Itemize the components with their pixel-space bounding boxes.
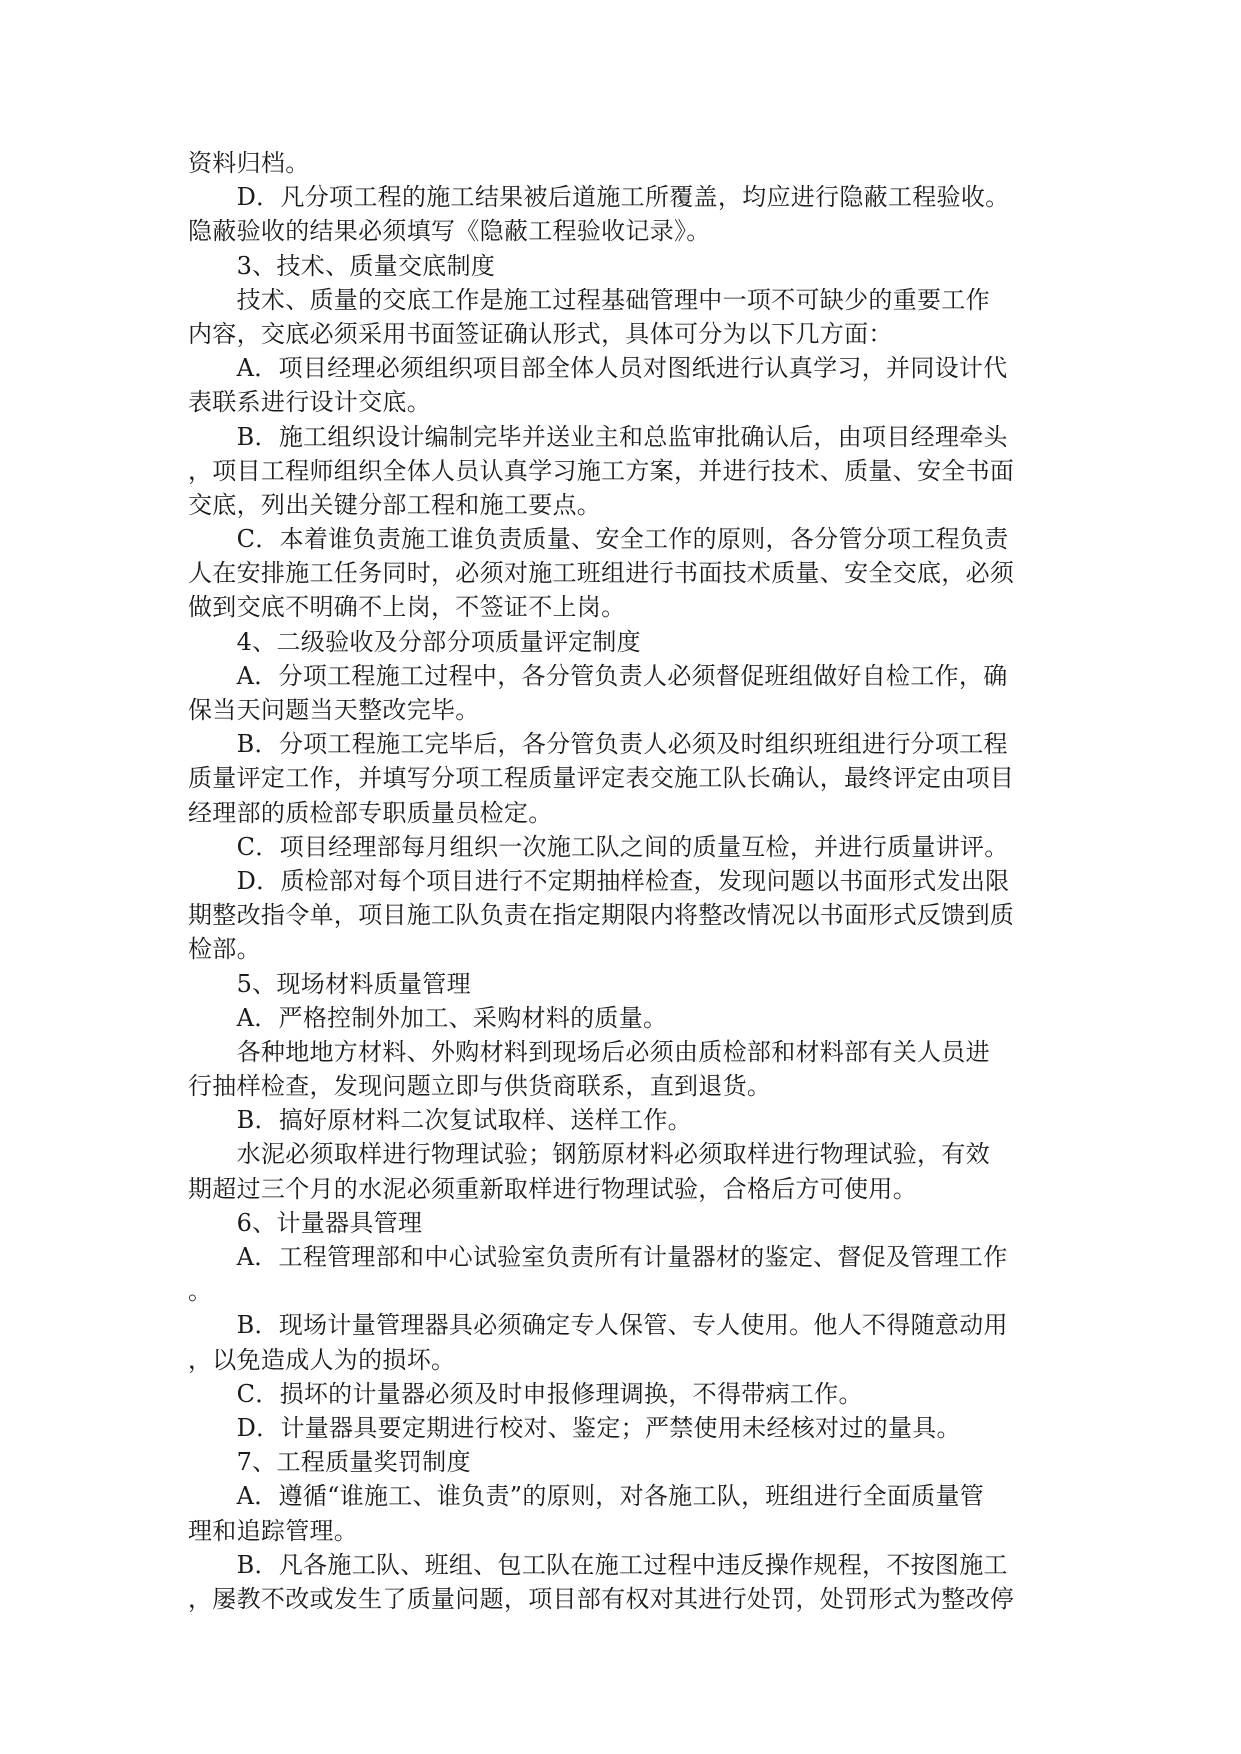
text-line: 表联系进行设计交底。 <box>188 388 431 417</box>
text-line: 做到交底不明确不上岗，不签证不上岗。 <box>188 593 626 622</box>
text-line: 内容，交底必须采用书面签证确认形式，具体可分为以下几方面： <box>188 319 893 348</box>
text-line: 质量评定工作，并填写分项工程质量评定表交施工队长确认，最终评定由项目 <box>188 764 1015 793</box>
text-line: 4、二级验收及分部分项质量评定制度 <box>188 627 641 656</box>
text-line: B．现场计量管理器具必须确定专人保管、专人使用。他人不得随意动用 <box>188 1311 1008 1340</box>
text-line: B．施工组织设计编制完毕并送业主和总监审批确认后，由项目经理牵头 <box>188 422 1008 451</box>
text-line: B．搞好原材料二次复试取样、送样工作。 <box>188 1106 692 1135</box>
text-line: B．分项工程施工完毕后，各分管负责人必须及时组织班组进行分项工程 <box>188 730 1008 759</box>
text-line: 期整改指令单，项目施工队负责在指定期限内将整改情况以书面形式反馈到质 <box>188 901 1015 930</box>
text-line: ，项目工程师组织全体人员认真学习施工方案，并进行技术、质量、安全书面 <box>188 456 1015 485</box>
text-line: 保当天问题当天整改完毕。 <box>188 696 480 724</box>
text-line: D．凡分项工程的施工结果被后道施工所覆盖，均应进行隐蔽工程验收。 <box>188 183 1010 212</box>
text-line: ，以免造成人为的损坏。 <box>188 1345 456 1374</box>
text-line: A．遵循“谁施工、谁负责”的原则，对各施工队，班组进行全面质量管 <box>188 1482 985 1511</box>
text-line: 理和追踪管理。 <box>188 1516 359 1545</box>
text-line: 检部。 <box>188 935 261 964</box>
text-line: B．凡各施工队、班组、包工队在施工过程中违反操作规程，不按图施工 <box>188 1550 1008 1579</box>
text-line: C．本着谁负责施工谁负责质量、安全工作的原则，各分管分项工程负责 <box>188 525 1009 554</box>
text-line: 5、现场材料质量管理 <box>188 969 471 998</box>
text-line: C．损坏的计量器必须及时申报修理调换，不得带病工作。 <box>188 1379 863 1408</box>
text-line: 人在安排施工任务同时，必须对施工班组进行书面技术质量、安全交底，必须 <box>188 559 1015 588</box>
text-line: D．质检部对每个项目进行不定期抽样检查，发现问题以书面形式发出限 <box>188 866 1010 895</box>
text-line: C．项目经理部每月组织一次施工队之间的质量互检，并进行质量讲评。 <box>188 832 1009 861</box>
text-line: 隐蔽验收的结果必须填写《隐蔽工程验收记录》。 <box>188 217 711 246</box>
text-line: 。 <box>188 1277 213 1306</box>
text-line: 资料归档。 <box>188 149 310 177</box>
text-line: 行抽样检查，发现问题立即与供货商联系，直到退货。 <box>188 1072 772 1101</box>
text-line: 各种地地方材料、外购材料到现场后必须由质检部和材料部有关人员进 <box>188 1037 990 1066</box>
text-line: 技术、质量的交底工作是施工过程基础管理中一项不可缺少的重要工作 <box>188 285 990 314</box>
text-line: 6、计量器具管理 <box>188 1208 423 1237</box>
text-line: A．严格控制外加工、采购材料的质量。 <box>188 1003 668 1032</box>
text-line: 水泥必须取样进行物理试验；钢筋原材料必须取样进行物理试验，有效 <box>188 1140 990 1169</box>
text-line: 3、技术、质量交底制度 <box>188 251 496 280</box>
document-body <box>188 146 1054 1616</box>
text-line: 经理部的质检部专职质量员检定。 <box>188 798 553 827</box>
text-line: D．计量器具要定期进行校对、鉴定；严禁使用未经核对过的量具。 <box>188 1413 961 1442</box>
text-line: A．工程管理部和中心试验室负责所有计量器材的鉴定、督促及管理工作 <box>188 1243 1008 1271</box>
text-line: A．分项工程施工过程中，各分管负责人必须督促班组做好自检工作，确 <box>188 661 1008 690</box>
text-line: A．项目经理必须组织项目部全体人员对图纸进行认真学习，并同设计代 <box>188 354 1008 383</box>
text-line: 7、工程质量奖罚制度 <box>188 1448 471 1477</box>
text-line: 交底，列出关键分部工程和施工要点。 <box>188 490 602 519</box>
text-line: 期超过三个月的水泥必须重新取样进行物理试验，合格后方可使用。 <box>188 1174 917 1203</box>
text-line: ，屡教不改或发生了质量问题，项目部有权对其进行处罚，处罚形式为整改停 <box>188 1584 1015 1613</box>
